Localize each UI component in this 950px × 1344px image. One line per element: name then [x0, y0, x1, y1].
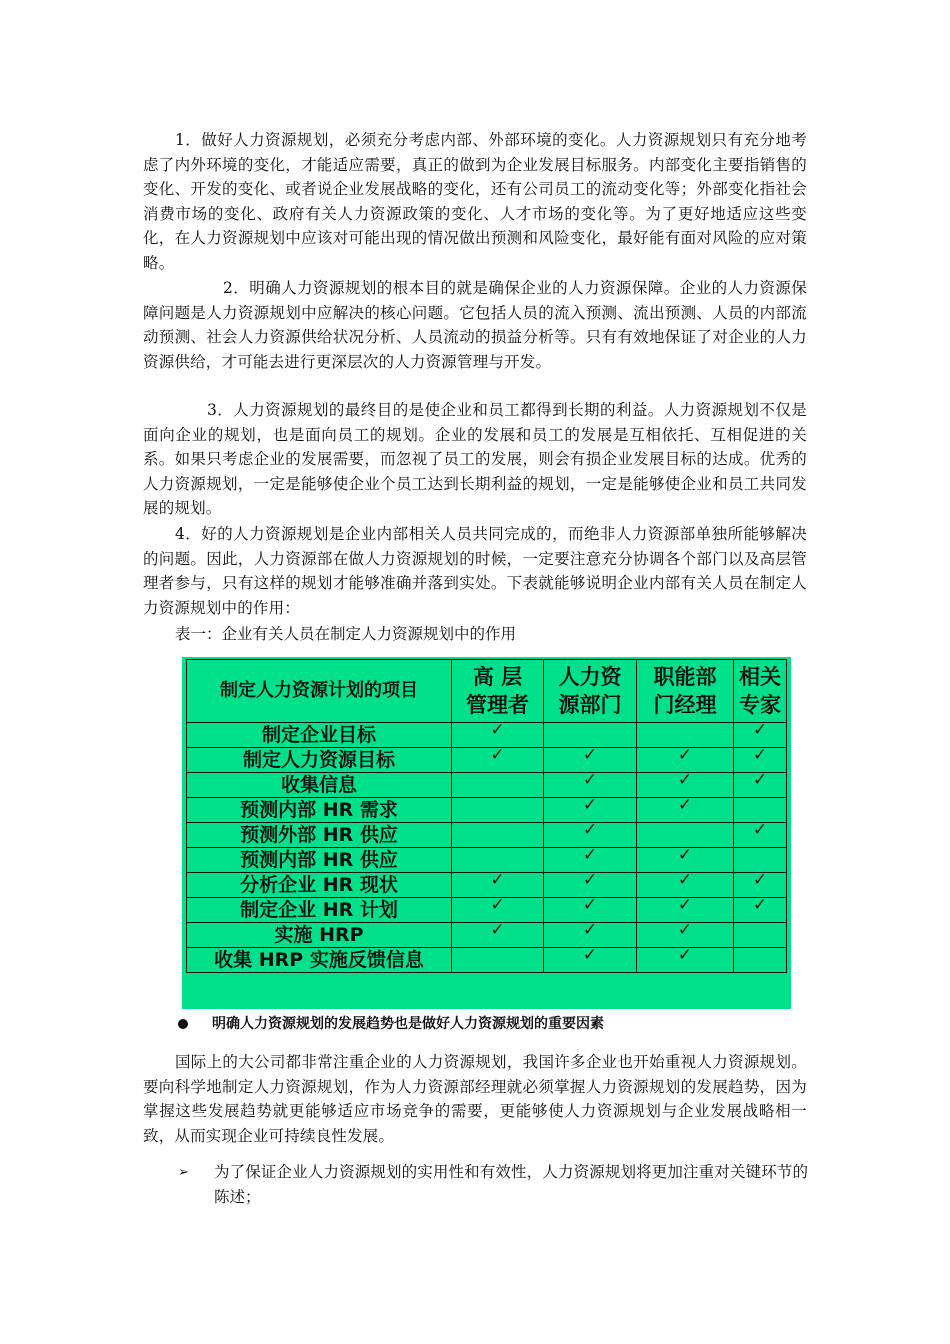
item-cell: 预测内部 HR 需求 — [187, 798, 452, 823]
arrow-list-item-text: 为了保证企业人力资源规划的实用性和有效性，人力资源规划将更加注重对关键环节的陈述； — [214, 1163, 808, 1206]
empty-cell — [637, 823, 734, 848]
empty-cell — [544, 723, 637, 748]
check-mark-icon: ✓ — [734, 773, 787, 798]
paragraph-1: 1．做好人力资源规划，必须充分考虑内部、外部环境的变化。人力资源规划只有充分地考虑了内外环境的变化，才能适应需要，真正的做到为企业发展目标服务。内部变化主要指销售的变化、开发的变化、或者说企业发展战略的变化，还有公司员工的流动变化等；外部变化指社会消费市场的变化、政府有关人力资源政策的变化、人才市场的变化等。为了更好地适应这些变化，在人力资源规划中应该对可能出现的情况做出预测和风险变化，最好能有面对风险的应对策略。 — [143, 131, 807, 272]
table-row — [187, 823, 787, 848]
check-mark-icon: ✓ — [544, 923, 637, 948]
empty-cell — [734, 948, 787, 973]
table-row — [187, 848, 787, 873]
table-caption: 表一：企业有关人员在制定人力资源规划中的作用 — [175, 625, 517, 643]
table-row — [187, 748, 787, 773]
table-row — [187, 923, 787, 948]
paragraph-5: 国际上的大公司都非常注重企业的人力资源规划，我国许多企业也开始重视人力资源规划。要向科学地制定人力资源规划，作为人力资源部经理就必须掌握人力资源规划的发展趋势，因为掌握这些发展趋势就更能够适应市场竞争的需要，更能够使人力资源规划与企业发展战略相一致，从而实现企业可持续良性发展。 — [143, 1053, 807, 1145]
check-mark-icon: ✓ — [452, 723, 544, 748]
table-row — [187, 723, 787, 748]
item-cell: 收集 HRP 实施反馈信息 — [187, 948, 452, 973]
paragraph-2: 2．明确人力资源规划的根本目的就是确保企业的人力资源保障。企业的人力资源保障问题是人力资源规划中应解决的核心问题。它包括人员的流入预测、流出预测、人员的内部流动预测、社会人力资源供给状况分析、人员流动的损益分析等。只有有效地保证了对企业的人力资源供给，才可能去进行更深层次的人力资源管理与开发。 — [143, 279, 807, 371]
table-row — [187, 798, 787, 823]
header-cell: 相关 专家 — [734, 660, 787, 723]
item-cell: 预测外部 HR 供应 — [187, 823, 452, 848]
hr-roles-table — [186, 659, 787, 973]
check-mark-icon: ✓ — [637, 873, 734, 898]
table-header-row — [187, 660, 787, 723]
check-mark-icon: ✓ — [452, 923, 544, 948]
table-row — [187, 898, 787, 923]
item-cell: 收集信息 — [187, 773, 452, 798]
check-mark-icon: ✓ — [637, 773, 734, 798]
check-mark-icon: ✓ — [544, 798, 637, 823]
table-body — [187, 720, 787, 973]
section-heading-text: 明确人力资源规划的发展趋势也是做好人力资源规划的重要因素 — [212, 1016, 604, 1032]
table-row — [187, 773, 787, 798]
header-cell: 高 层 管理者 — [452, 660, 544, 723]
item-cell: 制定企业目标 — [187, 723, 452, 748]
header-cell: 人力资 源部门 — [544, 660, 637, 723]
check-mark-icon: ✓ — [637, 923, 734, 948]
item-cell: 制定企业 HR 计划 — [187, 898, 452, 923]
paragraph-3: 3．人力资源规划的最终目的是使企业和员工都得到长期的利益。人力资源规划不仅是面向企业的规划，也是面向员工的规划。企业的发展和员工的发展是互相依托、互相促进的关系。如果只考虑企业的发展需要，而忽视了员工的发展，则会有损企业发展目标的达成。优秀的人力资源规划，一定是能够使企业个员工达到长期利益的规划，一定是能够使企业和员工共同发展的规划。 — [143, 401, 807, 517]
table-row — [187, 948, 787, 973]
check-mark-icon: ✓ — [734, 823, 787, 848]
hr-roles-table-container — [182, 657, 791, 1009]
paragraph-4: 4．好的人力资源规划是企业内部相关人员共同完成的，而绝非人力资源部单独所能够解决的问题。因此，人力资源部在做人力资源规划的时候，一定要注意充分协调各个部门以及高层管理者参与，只有这样的规划才能够准确并落到实处。下表就能够说明企业内部有关人员在制定人力资源规划中的作用： — [143, 525, 807, 617]
arrow-list-item — [178, 1160, 808, 1210]
empty-cell — [452, 823, 544, 848]
item-cell: 实施 HRP — [187, 923, 452, 948]
check-mark-icon: ✓ — [544, 848, 637, 873]
item-cell: 分析企业 HR 现状 — [187, 873, 452, 898]
check-mark-icon: ✓ — [544, 948, 637, 973]
empty-cell — [452, 948, 544, 973]
check-mark-icon: ✓ — [544, 898, 637, 923]
check-mark-icon: ✓ — [637, 748, 734, 773]
check-mark-icon: ✓ — [734, 748, 787, 773]
section-heading — [178, 1014, 604, 1034]
empty-cell — [734, 923, 787, 948]
check-mark-icon: ✓ — [734, 723, 787, 748]
check-mark-icon: ✓ — [544, 873, 637, 898]
check-mark-icon: ✓ — [544, 748, 637, 773]
check-mark-icon: ✓ — [637, 948, 734, 973]
empty-cell — [452, 773, 544, 798]
empty-cell — [734, 848, 787, 873]
empty-cell — [452, 798, 544, 823]
check-mark-icon: ✓ — [452, 748, 544, 773]
check-mark-icon: ✓ — [544, 773, 637, 798]
filled-circle-icon — [178, 1019, 188, 1029]
check-mark-icon: ✓ — [734, 898, 787, 923]
arrow-bullet-icon: ➢ — [178, 1165, 189, 1180]
table-row — [187, 873, 787, 898]
check-mark-icon: ✓ — [452, 898, 544, 923]
check-mark-icon: ✓ — [637, 798, 734, 823]
check-mark-icon: ✓ — [544, 823, 637, 848]
header-cell: 制定人力资源计划的项目 — [187, 660, 452, 723]
empty-cell — [734, 798, 787, 823]
item-cell: 预测内部 HR 供应 — [187, 848, 452, 873]
header-cell: 职能部 门经理 — [637, 660, 734, 723]
item-cell: 制定人力资源目标 — [187, 748, 452, 773]
empty-cell — [637, 723, 734, 748]
check-mark-icon: ✓ — [452, 873, 544, 898]
check-mark-icon: ✓ — [734, 873, 787, 898]
empty-cell — [452, 848, 544, 873]
check-mark-icon: ✓ — [637, 848, 734, 873]
check-mark-icon: ✓ — [637, 898, 734, 923]
